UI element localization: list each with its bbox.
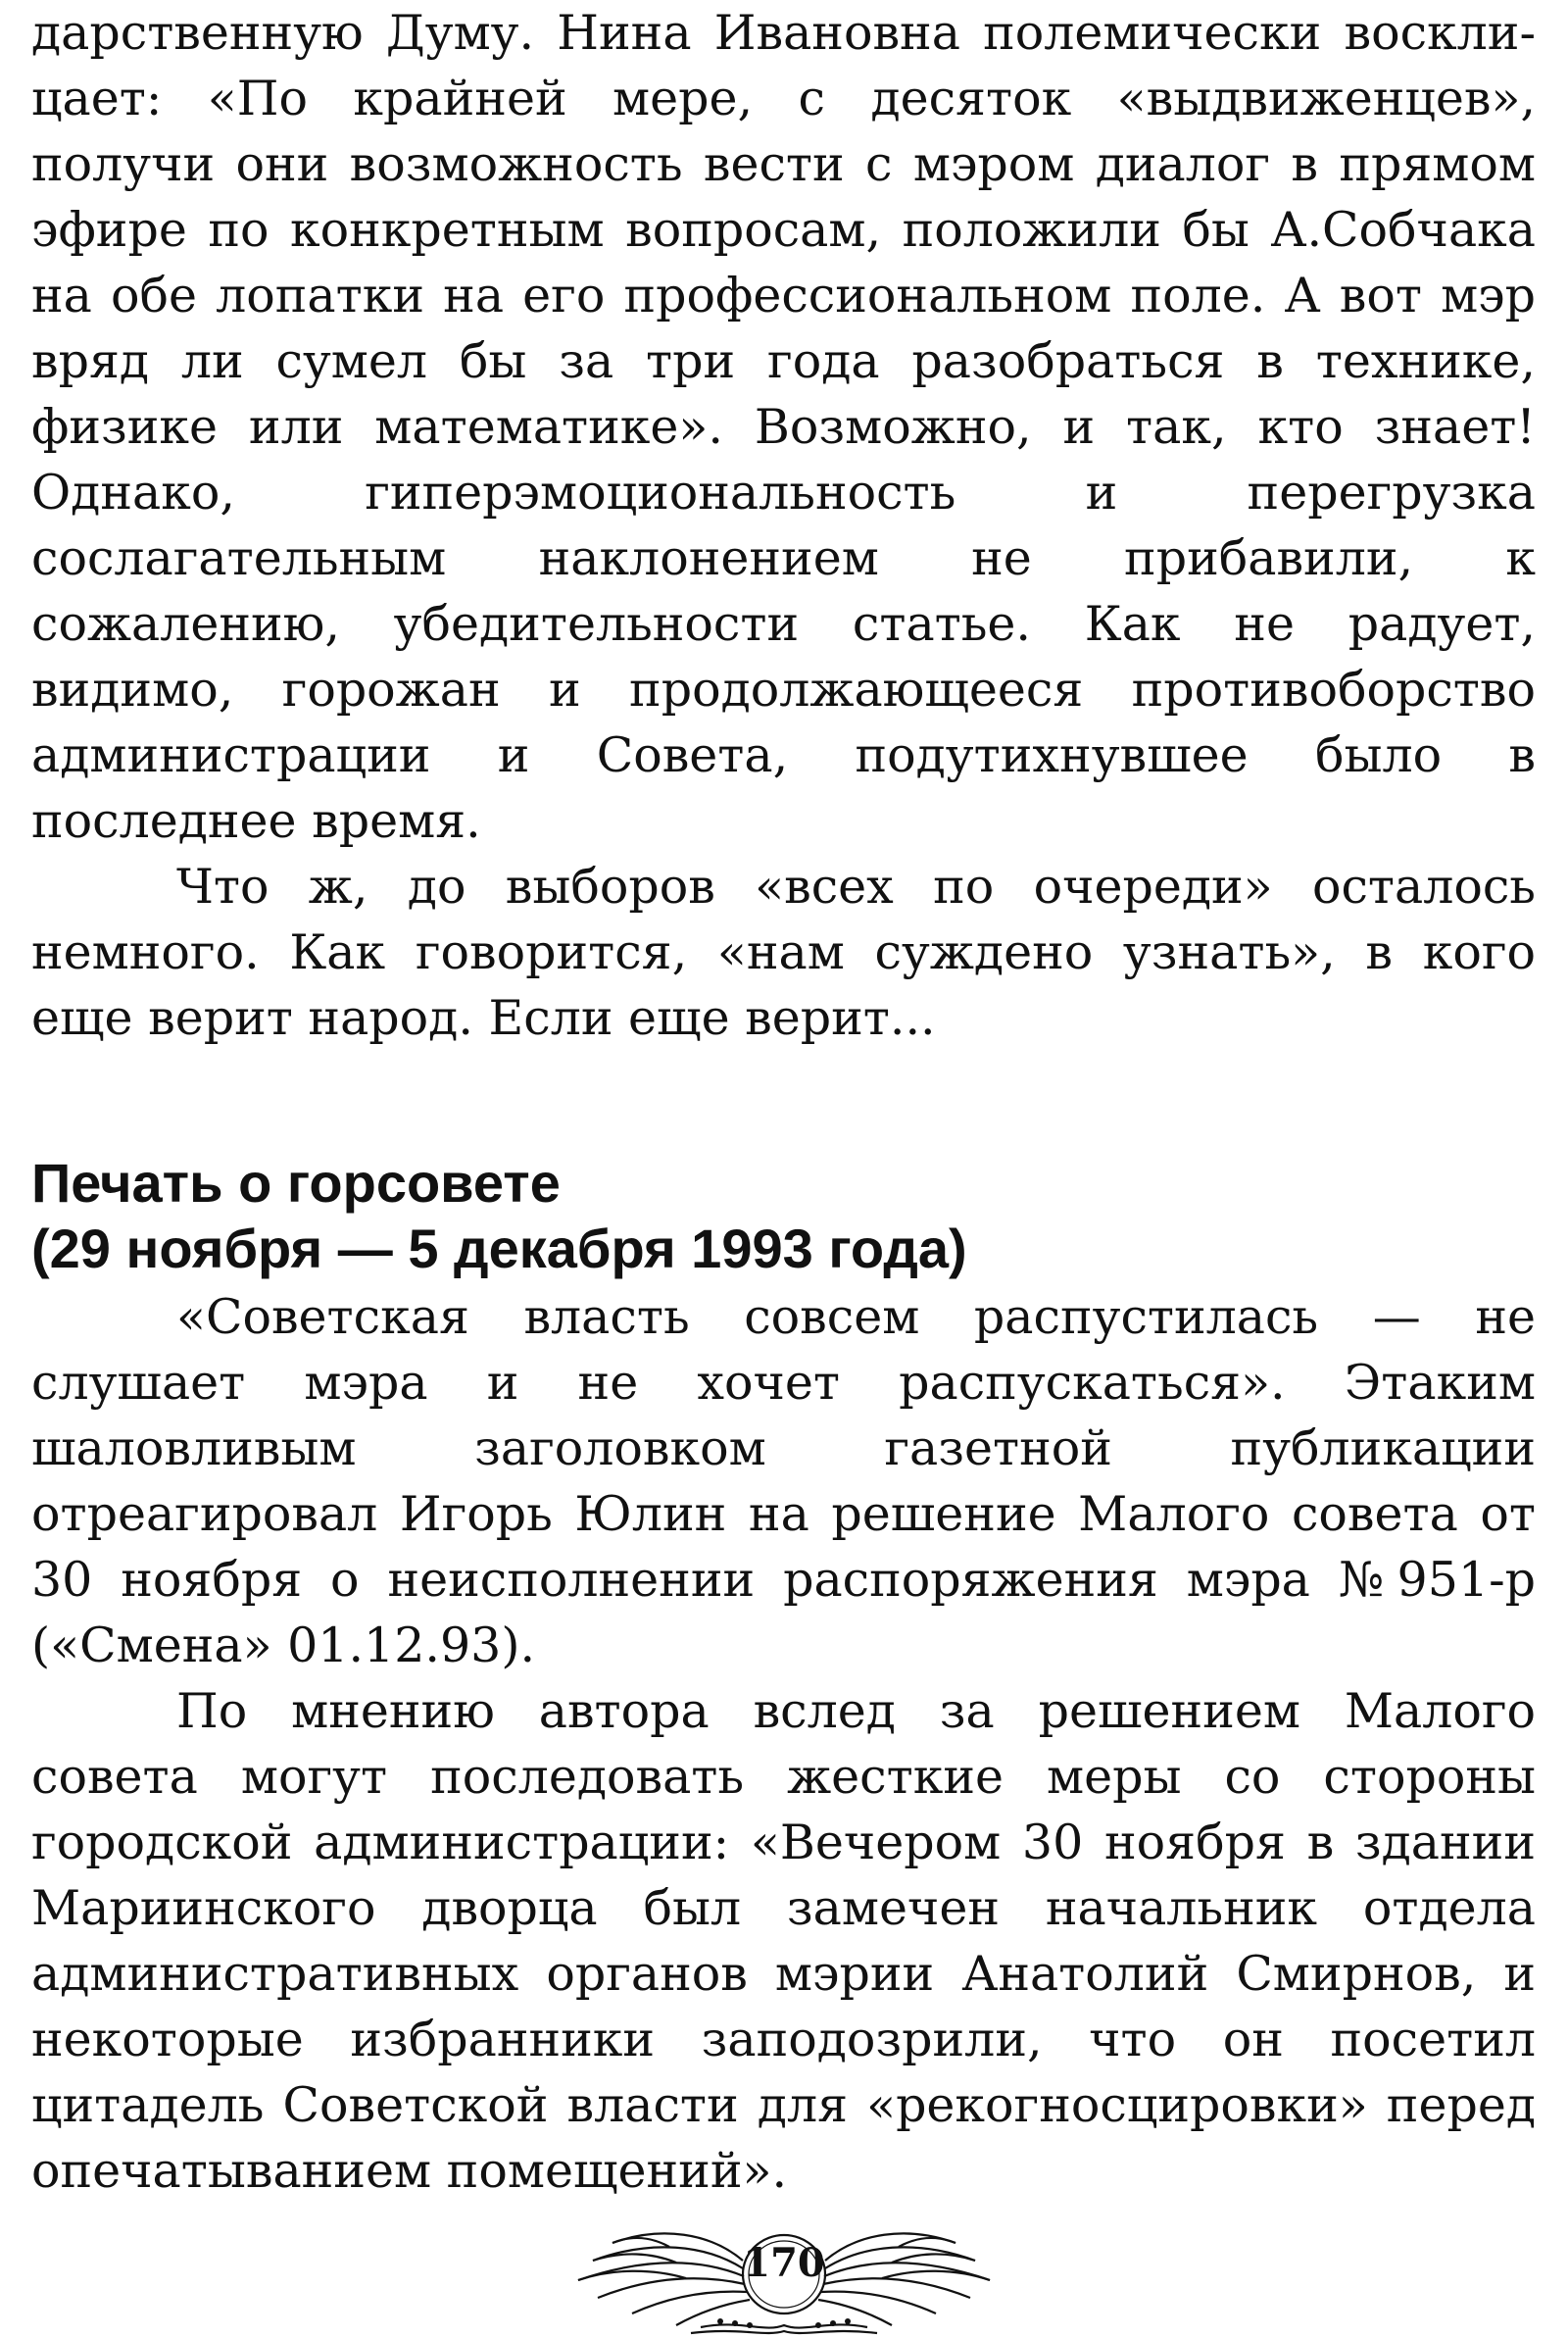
section-title-line1: Печать о горсовете — [31, 1152, 561, 1214]
winged-ornament-icon — [554, 2204, 1014, 2338]
page-footer — [0, 2204, 1568, 2338]
paragraph-author-opinion: По мнению автора вслед за решением Малого совета могут последовать жесткие меры со стороны городской администрации: «Вечером 30 ноября в здании Мариинского дворца был замечен начальник отдела административных органов мэрии Анатолий Смирнов, и некоторые избранники заподозрили, что он посетил цитадель Советской власти для «рекогносцировки» перед опечатыванием помещений». — [31, 1683, 1536, 2199]
paragraph-elections: Что ж, до выборов «всех по очереди» осталось немного. Как говорится, «нам суждено узнать», в кого еще верит народ. Если еще верит... — [31, 859, 1536, 1046]
paragraph-soviet-power: «Советская власть совсем распустилась — не слушает мэра и не хочет распускаться». Этаким шаловливым заголовком газетной публикации отреагировал Игорь Юлин на решение Малого совета от 30 ноября о неисполнении распоряжения мэра №951-р («Смена» 01.12.93). — [31, 1289, 1536, 1673]
paragraph-continuation: дарственную Думу. Нина Ивановна полемически восклицает: «По крайней мере, с десяток «выдвиженцев», получи они возможность вести с мэром диалог в прямом эфире по конкретным вопросам, положили бы А.Собчака на обе лопатки на его профессиональном поле. А вот мэр вряд ли сумел бы за три года разобраться в технике, физике или математике». Возможно, и так, кто знает! Однако, гиперэмоциональность и перегрузка сослагательным наклонением не прибавили, к сожалению, убедительности статье. Как не радует, видимо, горожан и продолжающееся противоборство администрации и Совета, подутихнувшее было в последнее время. — [31, 5, 1536, 849]
section-spacer — [31, 1051, 1536, 1150]
page-number: 170 — [743, 2240, 825, 2286]
section-title-line2: (29 ноября — 5 декабря 1993 года) — [31, 1218, 967, 1279]
document-page — [31, 0, 1536, 2204]
